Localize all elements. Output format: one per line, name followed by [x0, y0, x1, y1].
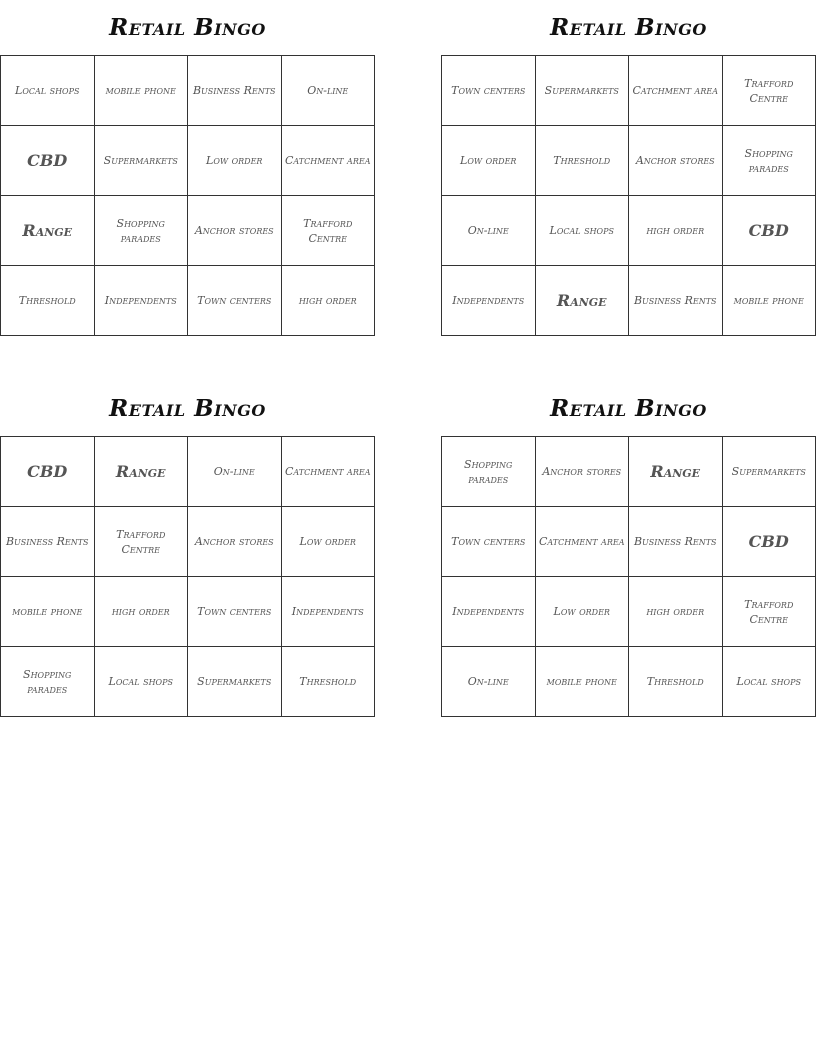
- bingo-cell: Catchment area: [282, 126, 376, 196]
- bingo-cell: Supermarkets: [95, 126, 189, 196]
- bingo-cell: Town centers: [442, 56, 536, 126]
- bingo-cell: Business Rents: [629, 266, 723, 336]
- bingo-cell: high order: [629, 577, 723, 647]
- bingo-cell: Shopping parades: [723, 126, 816, 196]
- bingo-cell: CBD: [1, 126, 95, 196]
- bingo-cell: Trafford Centre: [95, 507, 189, 577]
- card-title: Retail Bingo: [550, 395, 707, 422]
- bingo-cell: Catchment area: [536, 507, 630, 577]
- bingo-cell: Range: [536, 266, 630, 336]
- bingo-cell: Range: [629, 437, 723, 507]
- bingo-cell: Independents: [95, 266, 189, 336]
- bingo-cell: Independents: [442, 577, 536, 647]
- bingo-cell: Supermarkets: [188, 647, 282, 717]
- bingo-cell: mobile phone: [723, 266, 816, 336]
- bingo-cell: Supermarkets: [536, 56, 630, 126]
- bingo-cell: Anchor stores: [188, 507, 282, 577]
- bingo-cell: Anchor stores: [536, 437, 630, 507]
- card-title: Retail Bingo: [109, 395, 266, 422]
- bingo-card-4: [441, 381, 816, 717]
- bingo-cell: Local shops: [1, 56, 95, 126]
- bingo-grid: [0, 55, 375, 336]
- bingo-cell: Business Rents: [188, 56, 282, 126]
- bingo-cell: Low order: [536, 577, 630, 647]
- bingo-cell: Range: [1, 196, 95, 266]
- bingo-cell: mobile phone: [1, 577, 95, 647]
- bingo-cell: Trafford Centre: [282, 196, 376, 266]
- bingo-cell: On-line: [442, 196, 536, 266]
- bingo-cell: Independents: [282, 577, 376, 647]
- bingo-cell: high order: [95, 577, 189, 647]
- card-title: Retail Bingo: [109, 14, 266, 41]
- bingo-cell: Threshold: [282, 647, 376, 717]
- bingo-cell: Business Rents: [629, 507, 723, 577]
- card-title: Retail Bingo: [550, 14, 707, 41]
- bingo-cell: mobile phone: [95, 56, 189, 126]
- bingo-cell: CBD: [723, 507, 816, 577]
- bingo-cell: Local shops: [536, 196, 630, 266]
- bingo-cell: Town centers: [442, 507, 536, 577]
- bingo-cell: Anchor stores: [188, 196, 282, 266]
- bingo-cell: Town centers: [188, 266, 282, 336]
- bingo-cell: Threshold: [1, 266, 95, 336]
- bingo-card-1: [0, 0, 375, 336]
- bingo-cell: Anchor stores: [629, 126, 723, 196]
- bingo-card-3: [0, 381, 375, 717]
- bingo-grid: [441, 436, 816, 717]
- bingo-cell: On-line: [282, 56, 376, 126]
- bingo-cell: Local shops: [95, 647, 189, 717]
- bingo-cell: Low order: [282, 507, 376, 577]
- bingo-cell: Trafford Centre: [723, 56, 816, 126]
- bingo-cell: Threshold: [629, 647, 723, 717]
- bingo-cell: Threshold: [536, 126, 630, 196]
- bingo-cell: Business Rents: [1, 507, 95, 577]
- bingo-cell: Shopping parades: [442, 437, 536, 507]
- bingo-cell: On-line: [442, 647, 536, 717]
- bingo-cell: Town centers: [188, 577, 282, 647]
- bingo-cell: Local shops: [723, 647, 816, 717]
- bingo-cell: Shopping parades: [1, 647, 95, 717]
- bingo-cell: Low order: [442, 126, 536, 196]
- bingo-cell: CBD: [723, 196, 816, 266]
- bingo-cell: CBD: [1, 437, 95, 507]
- bingo-cell: Catchment area: [282, 437, 376, 507]
- bingo-cell: Independents: [442, 266, 536, 336]
- bingo-cell: Range: [95, 437, 189, 507]
- bingo-cell: Supermarkets: [723, 437, 816, 507]
- bingo-cell: high order: [629, 196, 723, 266]
- bingo-cell: Low order: [188, 126, 282, 196]
- bingo-grid: [0, 436, 375, 717]
- bingo-cell: mobile phone: [536, 647, 630, 717]
- bingo-cell: Catchment area: [629, 56, 723, 126]
- bingo-cell: On-line: [188, 437, 282, 507]
- bingo-grid: [441, 55, 816, 336]
- bingo-cell: high order: [282, 266, 376, 336]
- bingo-cell: Trafford Centre: [723, 577, 816, 647]
- bingo-cell: Shopping parades: [95, 196, 189, 266]
- bingo-card-2: [441, 0, 816, 336]
